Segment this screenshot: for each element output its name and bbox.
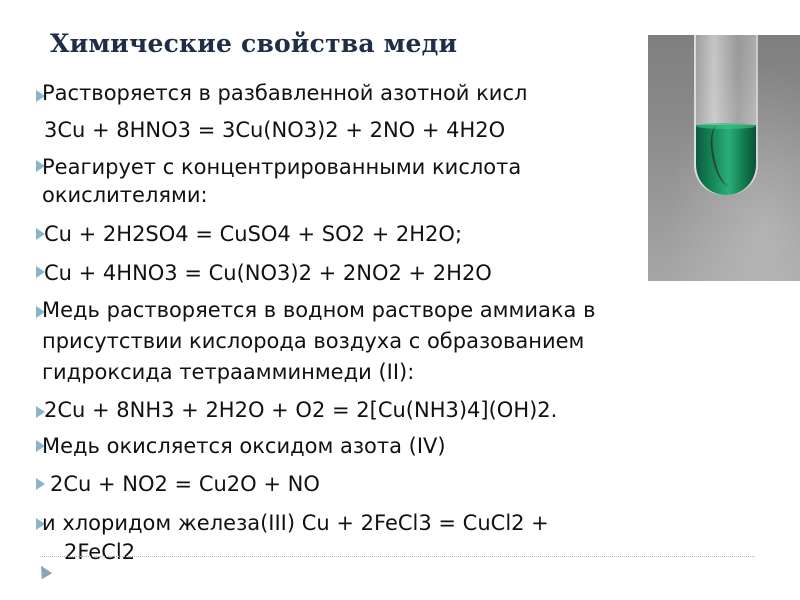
text-line-7: Медь окисляется оксидом азота (IV) xyxy=(42,434,446,458)
bullet-icon xyxy=(36,478,45,490)
text-line-4: Медь растворяется в водном растворе аммиака в xyxy=(42,298,596,322)
text-line-6: гидроксида тетраамминмеди (II): xyxy=(42,360,415,384)
slide-title: Химические свойства меди xyxy=(50,29,458,58)
text-line-3: окислителями: xyxy=(42,183,208,207)
equation-5: 2Cu + NO2 = Cu2O + NO xyxy=(50,472,320,496)
equation-3: Cu + 4HNO3 = Cu(NO3)2 + 2NO2 + 2H2O xyxy=(44,261,492,285)
text-line-5: присутствии кислорода воздуха с образованием xyxy=(42,329,585,353)
equation-1: 3Cu + 8HNO3 = 3Cu(NO3)2 + 2NO + 4H2O xyxy=(44,118,506,142)
equation-4: 2Cu + 8NH3 + 2H2O + O2 = 2[Cu(NH3)4](OH)2. xyxy=(44,398,558,422)
test-tube xyxy=(694,35,758,195)
nav-arrow-icon[interactable] xyxy=(36,563,52,579)
text-line-1: Растворяется в разбавленной азотной кисл xyxy=(42,81,528,105)
equation-6-continued: 2FeCl2 xyxy=(64,540,136,564)
test-tube-photo xyxy=(648,35,800,281)
text-line-8: и хлоридом железа(III) Cu + 2FeCl3 = CuCl2 + xyxy=(42,511,549,535)
equation-2: Cu + 2H2SO4 = CuSO4 + SO2 + 2H2O; xyxy=(44,222,463,246)
footer-divider xyxy=(40,556,755,558)
text-line-2: Реагирует с концентрированными кислота xyxy=(42,155,522,179)
